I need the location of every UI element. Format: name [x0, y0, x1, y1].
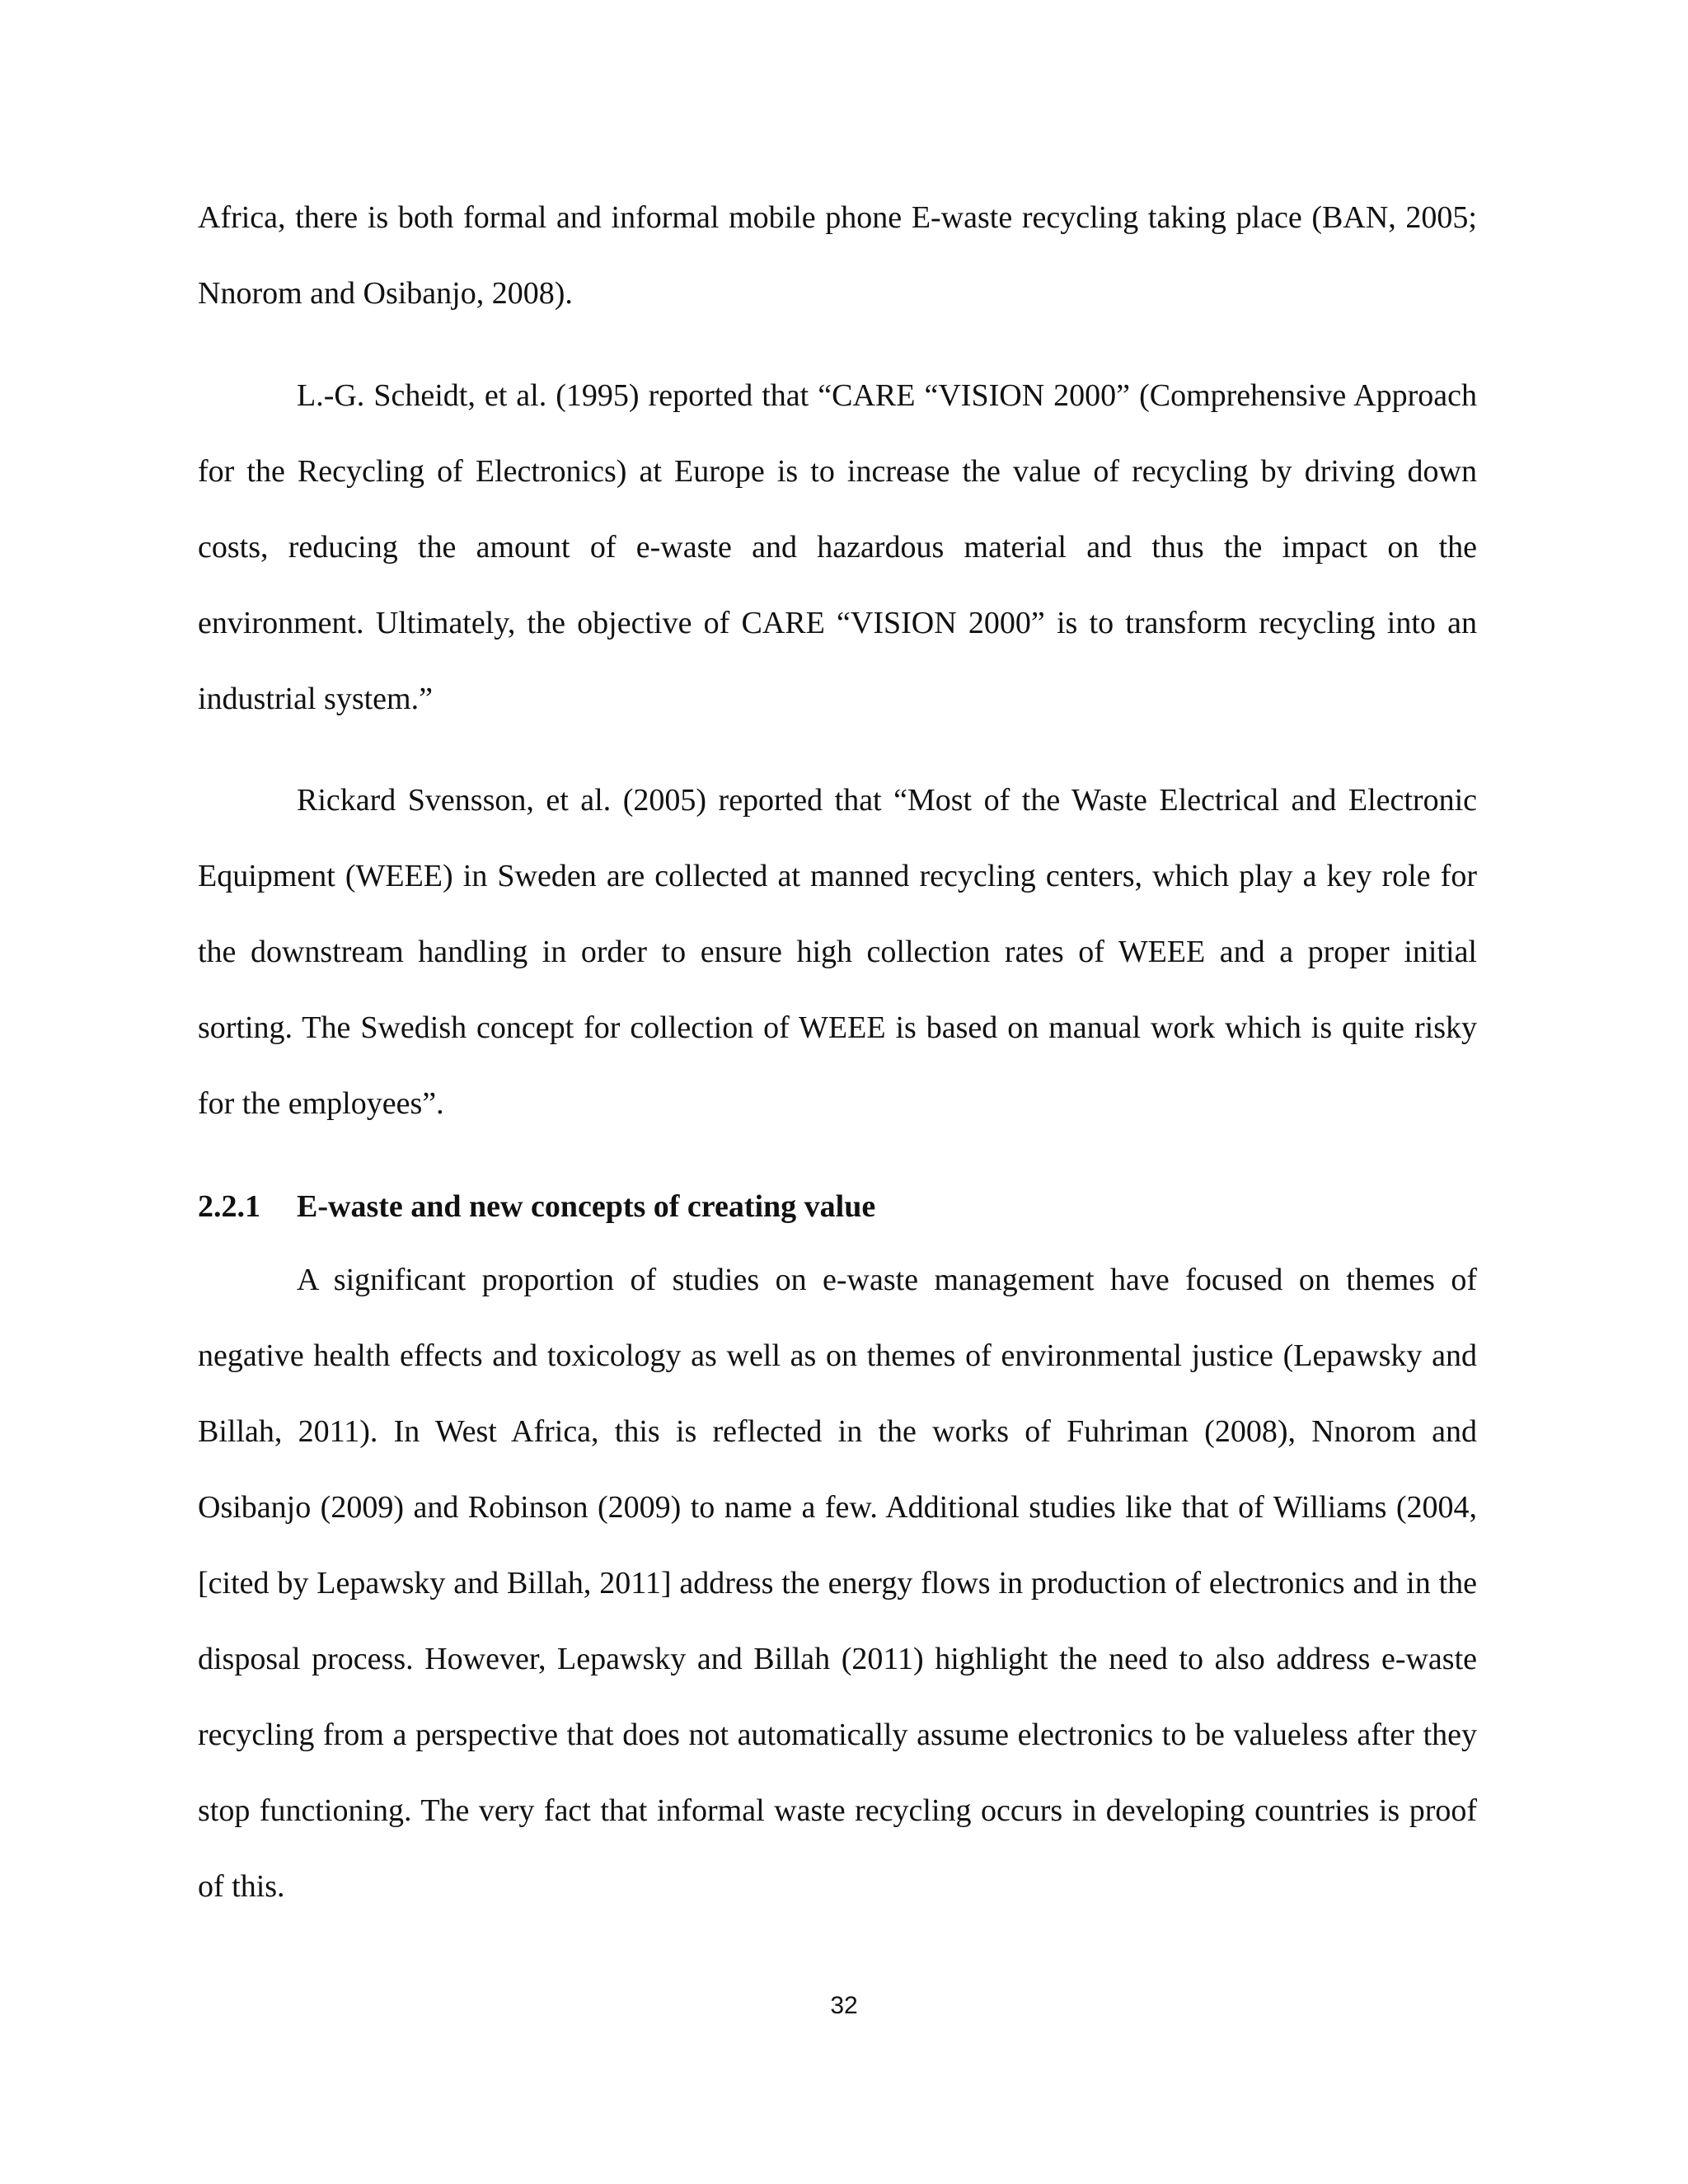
section-title: E-waste and new concepts of creating value	[297, 1189, 876, 1224]
paragraph-continuation: Africa, there is both formal and informal mobile phone E-waste recycling taking place (BAN, 2005; Nnorom and Osibanjo, 2008).	[198, 200, 1477, 311]
paragraph-scheidt: L.-G. Scheidt, et al. (1995) reported that “CARE “VISION 2000” (Comprehensive Approach for the Recycling of Electronics) at Europe is to increase the value of recycling by driving down costs, reducing the amount of e-waste and hazardous material and thus the impact on the environment. Ultimately, the objective of CARE “VISION 2000” is to transform recycling into an industrial system.”	[198, 378, 1477, 716]
section-number: 2.2.1	[198, 1189, 260, 1224]
page-number: 32	[830, 1992, 858, 2019]
paragraph-svensson: Rickard Svensson, et al. (2005) reported that “Most of the Waste Electrical and Electronic Equipment (WEEE) in Sweden are collected at manned recycling centers, which play a key role for the downstream handling in order to ensure high collection rates of WEEE and a proper initial sorting. The Swedish concept for collection of WEEE is based on manual work which is quite risky for the employees”.	[198, 783, 1477, 1121]
section-heading	[198, 1169, 1477, 1244]
paragraph-section-body: A significant proportion of studies on e-waste management have focused on themes of negative health effects and toxicology as well as on themes of environmental justice (Lepawsky and Billah, 2011). In West Africa, this is reflected in the works of Fuhriman (2008), Nnorom and Osibanjo (2009) and Robinson (2009) to name a few. Additional studies like that of Williams (2004, [cited by Lepawsky and Billah, 2011] address the energy flows in production of electronics and in the disposal process. However, Lepawsky and Billah (2011) highlight the need to also address e-waste recycling from a perspective that does not automatically assume electronics to be valueless after they stop functioning. The very fact that informal waste recycling occurs in developing countries is proof of this.	[198, 1263, 1477, 1904]
